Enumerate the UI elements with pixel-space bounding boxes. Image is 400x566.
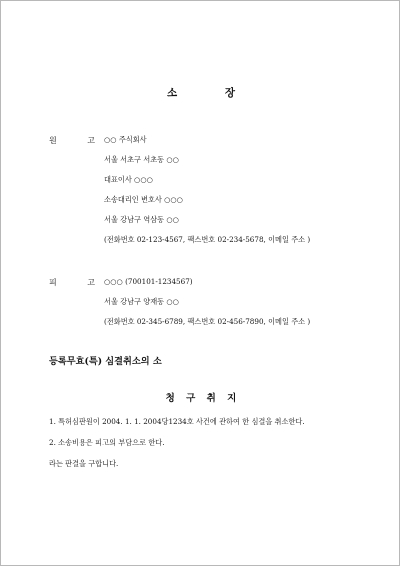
- plaintiff-address: 서울 서초구 서초동 ○○: [104, 155, 179, 164]
- claim-item: 2. 소송비용은 피고의 부담으로 한다.: [49, 438, 165, 447]
- plaintiff-attorney-address: 서울 강남구 역삼동 ○○: [104, 215, 179, 224]
- defendant-contact: (전화번호 02-345-6789, 팩스번호 02-456-7890, 이메일 주소 ): [104, 317, 311, 326]
- plaintiff-contact: (전화번호 02-123-4567, 팩스번호 02-234-5678, 이메일 주소 ): [104, 235, 311, 244]
- claim-title: 청 구 취 지: [165, 393, 241, 404]
- plaintiff-label: 원 고: [49, 136, 109, 145]
- document-title: 소 장: [167, 87, 257, 99]
- claim-closing: 라는 판결을 구합니다.: [49, 459, 119, 468]
- plaintiff-representative: 대표이사 ○○○: [104, 175, 153, 184]
- plaintiff-attorney: 소송대리인 변호사 ○○○: [104, 195, 183, 204]
- defendant-address: 서울 강남구 양재동 ○○: [104, 297, 179, 306]
- plaintiff-company: ○○ 주식회사: [104, 135, 147, 144]
- defendant-label: 피 고: [49, 278, 109, 287]
- defendant-name: ○○○ (700101-1234567): [104, 277, 193, 286]
- claim-item: 1. 특허심판원이 2004. 1. 1. 2004당1234호 사건에 관하여 한 심결을 취소한다.: [49, 417, 305, 426]
- case-name: 등록무효(특) 심결취소의 소: [49, 356, 162, 367]
